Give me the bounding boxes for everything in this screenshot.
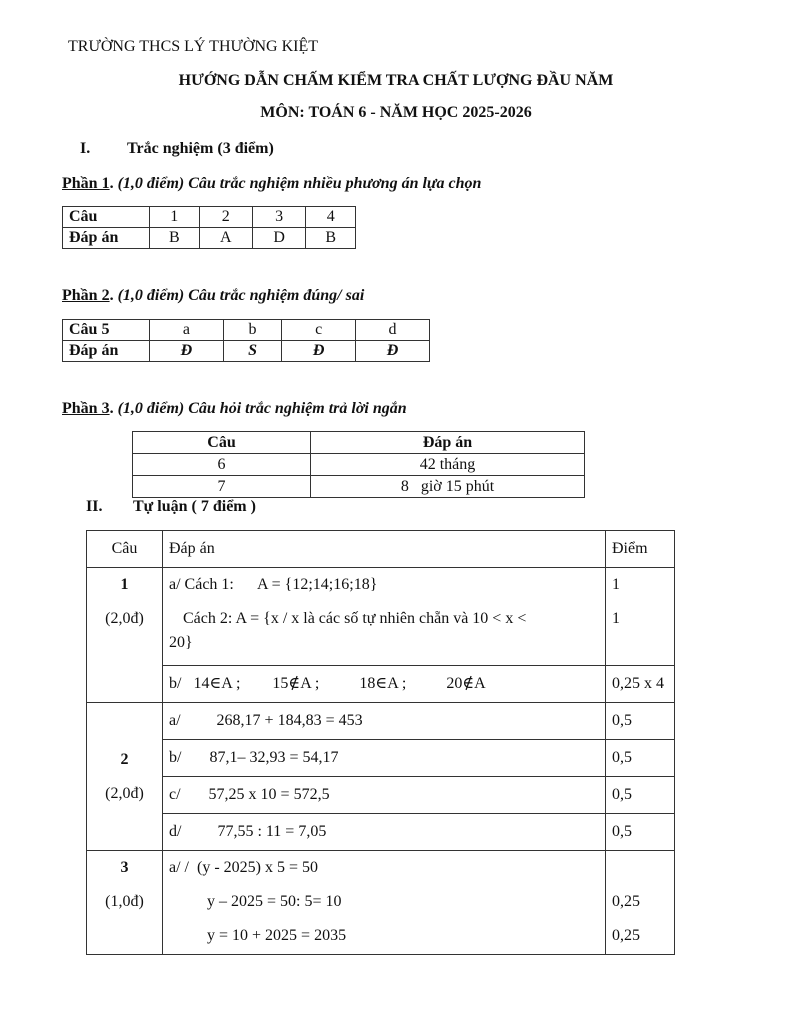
column-header: Điểm [606,531,675,568]
table-row [63,341,430,362]
answer-cell: b/ 14∈A ; 15∉A ; 18∈A ; 20∉A [163,666,606,703]
question-number: 1 [120,576,129,593]
section2-title: Tự luận ( 7 điểm ) [133,498,256,515]
question-number: 3 [120,859,129,876]
question-cell [87,851,163,955]
part3-desc: (1,0 điểm) Câu hỏi trắc nghiệm trả lời ngắn [117,400,407,417]
item-cell: b [223,320,281,341]
table-row [133,476,585,498]
row-label: Câu [63,207,150,228]
answer-cell: Đ [150,341,224,362]
part1-table [62,206,356,249]
essay-table [86,530,675,955]
question-cell: 3 [252,207,305,228]
table-row [63,320,430,341]
answer-cell [163,568,606,666]
column-header: Đáp án [311,432,585,454]
answer-cell: B [306,228,356,249]
section1-number: I. [80,140,91,157]
section2-number: II. [86,498,103,515]
part1-label: Phần 1 [62,175,110,192]
answer-cell: Đ [356,341,430,362]
table-header-row [133,432,585,454]
question-number: 2 [120,750,129,768]
answer-line: Cách 2: A = {x / x là các số tự nhiên chẵn và 10 < x < [183,610,527,627]
table-row [87,666,675,703]
answer-line: a/ Cách 1: A = {12;14;16;18} [169,576,378,593]
document-subtitle: MÔN: TOÁN 6 - NĂM HỌC 2025-2026 [260,104,532,121]
item-cell: a [150,320,224,341]
part3-heading: Phần 3. (1,0 điểm) Câu hỏi trắc nghiệm trả lời ngắn [62,400,407,417]
question-cell: 7 [133,476,311,498]
table-row [133,454,585,476]
table-row [87,814,675,851]
score-cell [606,851,675,955]
table-row [87,568,675,666]
column-header: Câu [87,531,163,568]
answer-cell: 8 giờ 15 phút [311,476,585,498]
score-value: 0,25 [612,893,640,910]
table-row [87,740,675,777]
column-header: Đáp án [163,531,606,568]
question-cell: 2 [199,207,252,228]
answer-line: y = 10 + 2025 = 2035 [207,927,347,944]
table-row [87,851,675,955]
answer-cell: S [223,341,281,362]
item-cell: c [282,320,356,341]
answer-cell [163,851,606,955]
score-cell: 0,5 [606,814,675,851]
answer-line: a/ / (y - 2025) x 5 = 50 [169,859,318,876]
score-value: 0,25 [612,927,640,944]
question-points: (1,0đ) [105,893,144,910]
question-cell: 4 [306,207,356,228]
question-points: (2,0đ) [105,610,144,627]
score-cell: 0,25 x 4 [606,666,675,703]
score-cell [606,568,675,666]
part3-label: Phần 3 [62,400,110,417]
question-points: (2,0đ) [105,784,144,802]
score-cell: 0,5 [606,777,675,814]
answer-cell: c/ 57,25 x 10 = 572,5 [163,777,606,814]
answer-line: y – 2025 = 50: 5= 10 [207,893,342,910]
answer-cell: a/ 268,17 + 184,83 = 453 [163,703,606,740]
answer-cell: A [199,228,252,249]
part1-desc: (1,0 điểm) Câu trắc nghiệm nhiều phương án lựa chọn [117,175,482,192]
question-cell: 1 [150,207,200,228]
table-header-row [87,531,675,568]
part2-heading: Phần 2. (1,0 điểm) Câu trắc nghiệm đúng/ sai [62,287,365,304]
question-cell [87,568,163,703]
part2-label: Phần 2 [62,287,110,304]
score-value: 1 [612,610,620,627]
answer-cell: b/ 87,1– 32,93 = 54,17 [163,740,606,777]
score-value: 1 [612,576,620,593]
part2-table [62,319,430,362]
row-label: Đáp án [63,228,150,249]
column-header: Câu [133,432,311,454]
answer-cell: d/ 77,55 : 11 = 7,05 [163,814,606,851]
section1-title: Trắc nghiệm (3 điểm) [127,140,274,157]
row-label: Câu 5 [63,320,150,341]
answer-line: 20} [169,634,193,651]
question-cell [87,703,163,851]
part3-table [132,431,585,498]
table-row [87,777,675,814]
answer-cell: 42 tháng [311,454,585,476]
part2-desc: (1,0 điểm) Câu trắc nghiệm đúng/ sai [117,287,365,304]
document-title: HƯỚNG DẪN CHẤM KIỂM TRA CHẤT LƯỢNG ĐẦU NĂM [178,72,614,89]
part1-heading: Phần 1. (1,0 điểm) Câu trắc nghiệm nhiều phương án lựa chọn [62,175,482,192]
table-row [87,703,675,740]
question-cell: 6 [133,454,311,476]
row-label: Đáp án [63,341,150,362]
answer-cell: B [150,228,200,249]
answer-cell: Đ [282,341,356,362]
item-cell: d [356,320,430,341]
school-name: TRƯỜNG THCS LÝ THƯỜNG KIỆT [68,38,319,55]
table-row [63,228,356,249]
answer-cell: D [252,228,305,249]
score-cell: 0,5 [606,703,675,740]
table-row [63,207,356,228]
score-cell: 0,5 [606,740,675,777]
